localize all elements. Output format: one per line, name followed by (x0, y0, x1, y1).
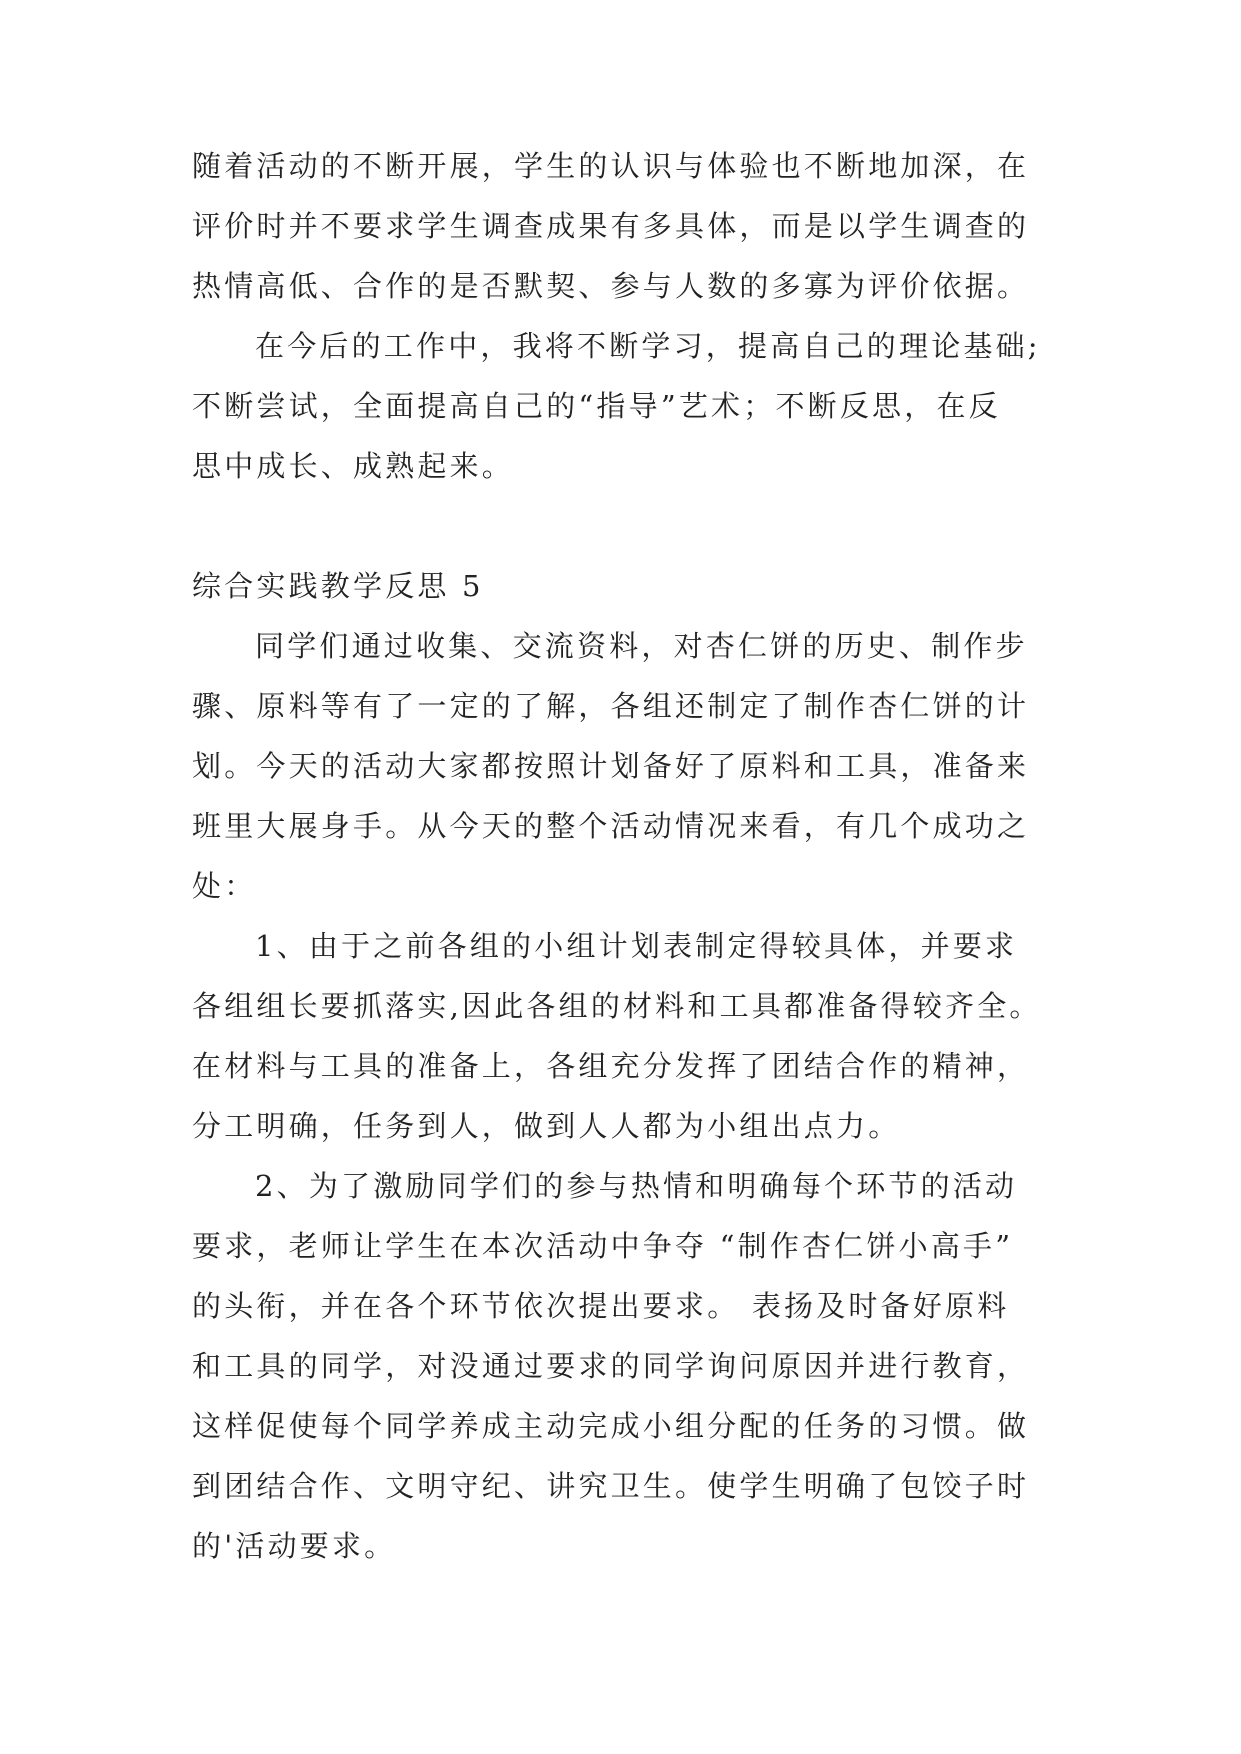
paragraph-line: 处： (192, 869, 257, 903)
paragraph-line: 和工具的同学，对没通过要求的同学询问原因并进行教育， (192, 1349, 1030, 1383)
paragraph-line: 骤、原料等有了一定的了解，各组还制定了制作杏仁饼的计 (192, 689, 1030, 723)
paragraph-line: 思中成长、成熟起来。 (192, 449, 515, 483)
paragraph-line: 同学们通过收集、交流资料，对杏仁饼的历史、制作步 (255, 629, 1028, 663)
paragraph-line: 各组组长要抓落实,因此各组的材料和工具都准备得较齐全。 (192, 989, 1042, 1023)
paragraph-line: 班里大展身手。从今天的整个活动情况来看，有几个成功之 (192, 809, 1030, 843)
paragraph-line: 分工明确，任务到人，做到人人都为小组出点力。 (192, 1109, 901, 1143)
paragraph-line: 这样促使每个同学养成主动完成小组分配的任务的习惯。做 (192, 1409, 1030, 1443)
paragraph-line: 热情高低、合作的是否默契、参与人数的多寡为评价依据。 (192, 269, 1030, 303)
paragraph-line: 1、由于之前各组的小组计划表制定得较具体，并要求 (255, 929, 1018, 963)
paragraph-line: 不断尝试，全面提高自己的“指导”艺术；不断反思，在反 (192, 389, 1001, 423)
paragraph-line: 在材料与工具的准备上，各组充分发挥了团结合作的精神， (192, 1049, 1030, 1083)
paragraph-line: 到团结合作、文明守纪、讲究卫生。使学生明确了包饺子时 (192, 1469, 1030, 1503)
paragraph-line: 划。今天的活动大家都按照计划备好了原料和工具，准备来 (192, 749, 1030, 783)
section-title: 综合实践教学反思 5 (192, 569, 484, 603)
paragraph-line: 的'活动要求。 (192, 1529, 397, 1563)
paragraph-line: 在今后的工作中，我将不断学习，提高自己的理论基础; (255, 329, 1041, 363)
paragraph-line: 要求，老师让学生在本次活动中争夺 “制作杏仁饼小高手” (192, 1229, 1014, 1263)
paragraph-line: 评价时并不要求学生调查成果有多具体，而是以学生调查的 (192, 209, 1030, 243)
paragraph-line: 的头衔，并在各个环节依次提出要求。 表扬及时备好原料 (192, 1289, 1010, 1323)
paragraph-line: 2、为了激励同学们的参与热情和明确每个环节的活动 (255, 1169, 1018, 1203)
paragraph-line: 随着活动的不断开展，学生的认识与体验也不断地加深，在 (192, 149, 1030, 183)
